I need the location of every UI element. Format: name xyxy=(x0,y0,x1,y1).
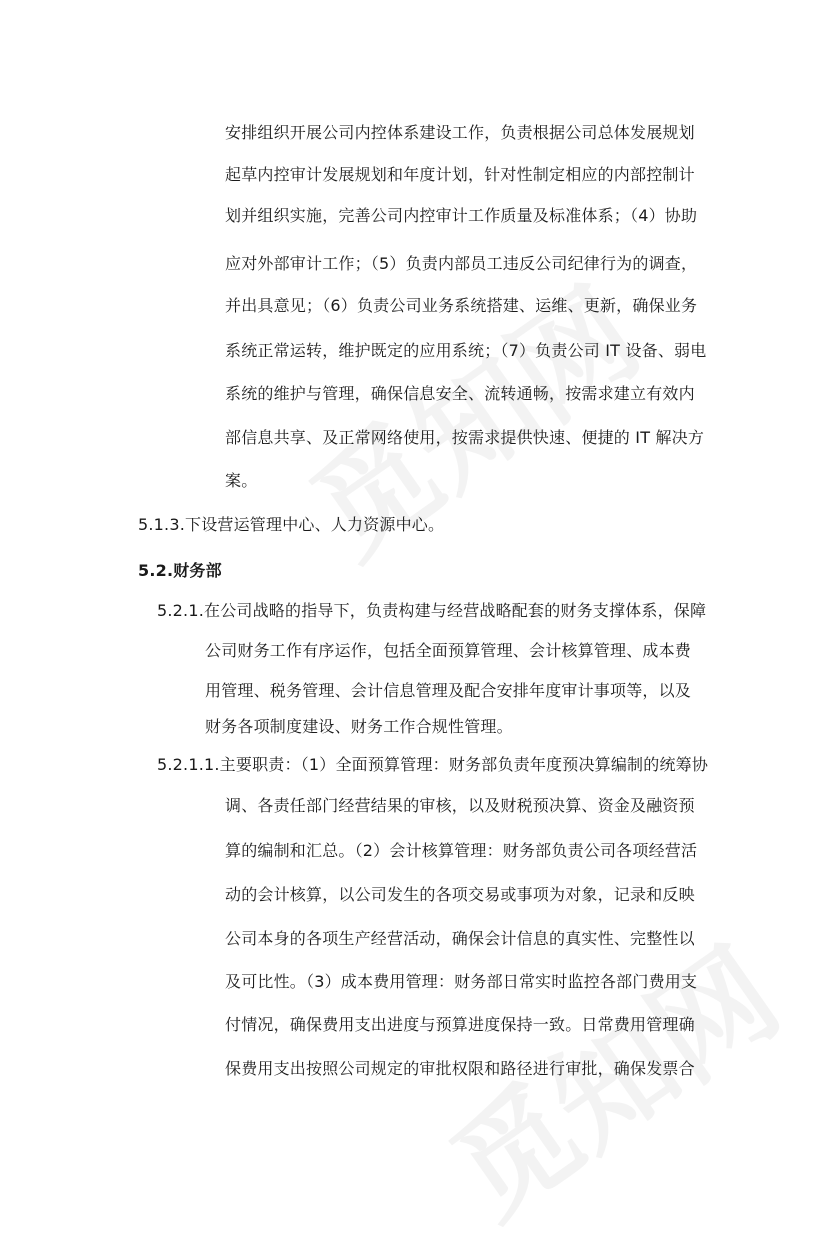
paragraph-line: 动的会计核算，以公司发生的各项交易或事项为对象，记录和反映 xyxy=(225,885,695,904)
paragraph-line: 算的编制和汇总。（2）会计核算管理：财务部负责公司各项经营活 xyxy=(225,841,698,860)
paragraph-line: 安排组织开展公司内控体系建设工作，负责根据公司总体发展规划 xyxy=(225,123,695,142)
section-heading-5-2: 5.2.财务部 xyxy=(138,561,222,580)
list-item-5-2-1: 5.2.1.在公司战略的指导下，负责构建与经营战略配套的财务支撑体系，保障 xyxy=(157,601,707,620)
paragraph-line: 及可比性。（3）成本费用管理：财务部日常实时监控各部门费用支 xyxy=(225,972,698,991)
paragraph-line: 公司财务工作有序运作，包括全面预算管理、会计核算管理、成本费 xyxy=(205,641,692,660)
paragraph-line: 应对外部审计工作；（5）负责内部员工违反公司纪律行为的调查， xyxy=(225,254,698,273)
paragraph-line: 系统正常运转，维护既定的应用系统；（7）负责公司 IT 设备、弱电 xyxy=(225,341,707,360)
paragraph-line: 起草内控审计发展规划和年度计划，针对性制定相应的内部控制计 xyxy=(225,165,695,184)
paragraph-line: 划并组织实施，完善公司内控审计工作质量及标准体系；（4）协助 xyxy=(225,206,698,225)
paragraph-line: 财务各项制度建设、财务工作合规性管理。 xyxy=(205,717,513,736)
paragraph-line: 用管理、税务管理、会计信息管理及配合安排年度审计事项等，以及 xyxy=(205,681,692,700)
paragraph-line: 部信息共享、及正常网络使用，按需求提供快速、便捷的 IT 解决方 xyxy=(225,428,705,447)
paragraph-line: 保费用支出按照公司规定的审批权限和路径进行审批，确保发票合 xyxy=(225,1059,695,1078)
paragraph-line: 并出具意见；（6）负责公司业务系统搭建、运维、更新，确保业务 xyxy=(225,296,698,315)
paragraph-line: 案。 xyxy=(225,471,258,490)
list-item-5-1-3: 5.1.3.下设营运管理中心、人力资源中心。 xyxy=(138,515,445,534)
paragraph-line: 公司本身的各项生产经营活动，确保会计信息的真实性、完整性以 xyxy=(225,929,695,948)
paragraph-line: 系统的维护与管理，确保信息安全、流转通畅，按需求建立有效内 xyxy=(225,384,695,403)
watermark xyxy=(273,242,667,589)
list-item-5-2-1-1: 5.2.1.1.主要职责：（1）全面预算管理：财务部负责年度预决算编制的统筹协 xyxy=(157,755,709,774)
paragraph-line: 调、各责任部门经营结果的审核，以及财税预决算、资金及融资预 xyxy=(225,796,695,815)
paragraph-line: 付情况，确保费用支出进度与预算进度保持一致。日常费用管理确 xyxy=(225,1015,695,1034)
